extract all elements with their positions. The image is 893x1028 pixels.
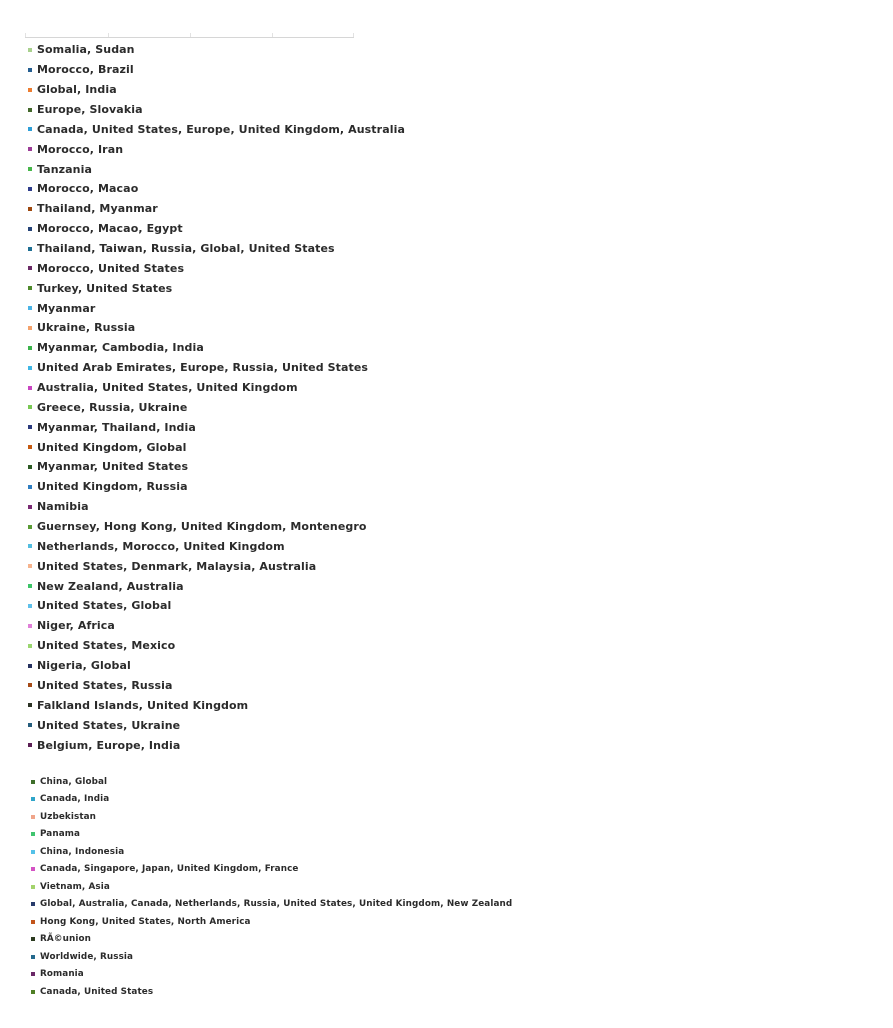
legend-swatch	[28, 48, 32, 52]
legend-label: United Arab Emirates, Europe, Russia, United States	[37, 361, 369, 375]
x-axis-tick	[25, 33, 26, 37]
legend-swatch	[28, 405, 32, 409]
legend-label: China, Global	[40, 776, 108, 787]
legend-label: China, Indonesia	[40, 846, 125, 857]
legend-label: Europe, Slovakia	[37, 103, 143, 116]
legend-label: Greece, Russia, Ukraine	[37, 400, 188, 414]
legend-label: Ukraine, Russia	[37, 321, 136, 335]
chart-legend	[28, 40, 405, 755]
x-axis-tick	[108, 33, 109, 37]
legend-label: Somalia, Sudan	[37, 43, 135, 57]
legend-item[interactable]	[28, 239, 405, 259]
legend-label: Global, India	[37, 83, 117, 97]
legend-label: Guernsey, Hong Kong, United Kingdom, Montenegro	[37, 520, 367, 534]
legend-item[interactable]	[28, 948, 512, 966]
legend-item[interactable]	[28, 100, 405, 120]
legend-swatch	[28, 306, 32, 310]
legend-label: Nigeria, Global	[37, 659, 131, 673]
legend-label: Thailand, Taiwan, Russia, Global, United States	[37, 242, 335, 256]
legend-item[interactable]	[28, 497, 405, 517]
legend-item[interactable]	[28, 298, 405, 318]
legend-swatch	[28, 703, 32, 707]
legend-item[interactable]	[28, 878, 512, 896]
legend-swatch	[28, 743, 32, 747]
legend-item[interactable]	[28, 219, 405, 239]
legend-label: Myanmar, Thailand, India	[37, 420, 196, 434]
legend-swatch	[28, 544, 32, 548]
legend-label: United States, Denmark, Malaysia, Australia	[37, 559, 317, 573]
legend-label: United States, Global	[37, 599, 172, 613]
legend-label: Tanzania	[37, 162, 92, 176]
legend-item[interactable]	[28, 576, 405, 596]
legend-label: Panama	[40, 829, 81, 840]
legend-label: Canada, Singapore, Japan, United Kingdom, France	[40, 864, 299, 875]
legend-item[interactable]	[28, 826, 512, 844]
legend-item[interactable]	[28, 199, 405, 219]
legend-item[interactable]	[28, 556, 405, 576]
legend-label: Morocco, Iran	[37, 142, 124, 156]
legend-item[interactable]	[28, 695, 405, 715]
legend-swatch	[31, 990, 35, 994]
legend-item[interactable]	[28, 437, 405, 457]
chart-legend-secondary	[28, 773, 512, 1001]
legend-item[interactable]	[28, 536, 405, 556]
legend-swatch	[31, 885, 35, 889]
legend-swatch	[28, 266, 32, 270]
legend-swatch	[28, 247, 32, 251]
legend-label: New Zealand, Australia	[37, 579, 184, 593]
x-axis-tick	[272, 33, 273, 37]
legend-item[interactable]	[28, 60, 405, 80]
legend-item[interactable]	[28, 656, 405, 676]
legend-label: Niger, Africa	[37, 619, 115, 633]
legend-label: Australia, United States, United Kingdom	[37, 381, 298, 395]
legend-label: Morocco, Brazil	[37, 63, 134, 77]
legend-swatch	[28, 386, 32, 390]
legend-label: Netherlands, Morocco, United Kingdom	[37, 539, 285, 553]
legend-swatch	[28, 505, 32, 509]
legend-label: United States, Russia	[37, 678, 173, 692]
legend-item[interactable]	[28, 318, 405, 338]
legend-swatch	[28, 147, 32, 151]
legend-item[interactable]	[28, 596, 405, 616]
legend-item[interactable]	[28, 159, 405, 179]
legend-label: Turkey, United States	[37, 281, 173, 295]
legend-item[interactable]	[28, 258, 405, 278]
legend-item[interactable]	[28, 983, 512, 1001]
legend-item[interactable]	[28, 676, 405, 696]
legend-swatch	[31, 972, 35, 976]
legend-swatch	[28, 564, 32, 568]
legend-label: Uzbekistan	[40, 811, 97, 822]
legend-swatch	[31, 867, 35, 871]
legend-label: Myanmar	[37, 301, 96, 315]
legend-label: Worldwide, Russia	[40, 951, 134, 962]
legend-swatch	[28, 187, 32, 191]
legend-label: Morocco, Macao	[37, 182, 139, 196]
legend-swatch	[28, 167, 32, 171]
legend-swatch	[31, 937, 35, 941]
legend-swatch	[31, 955, 35, 959]
x-axis-line	[25, 37, 354, 38]
legend-label: United Kingdom, Russia	[37, 480, 188, 494]
legend-label: Vietnam, Asia	[40, 881, 110, 892]
legend-item[interactable]	[28, 80, 405, 100]
legend-label: Morocco, Macao, Egypt	[37, 222, 183, 236]
legend-swatch	[28, 445, 32, 449]
legend-swatch	[28, 584, 32, 588]
legend-label: Thailand, Myanmar	[37, 202, 158, 216]
legend-swatch	[28, 227, 32, 231]
legend-swatch	[31, 815, 35, 819]
legend-swatch	[28, 88, 32, 92]
legend-label: Namibia	[37, 500, 89, 514]
x-axis-tick	[190, 33, 191, 37]
legend-swatch	[28, 127, 32, 131]
legend-item[interactable]	[28, 119, 405, 139]
legend-label: RÃ©union	[40, 934, 92, 945]
legend-item[interactable]	[28, 616, 405, 636]
legend-label: Canada, United States	[40, 986, 154, 997]
legend-swatch	[28, 108, 32, 112]
legend-swatch	[28, 723, 32, 727]
legend-swatch	[28, 207, 32, 211]
legend-swatch	[28, 366, 32, 370]
legend-item[interactable]	[28, 735, 405, 755]
legend-swatch	[31, 920, 35, 924]
legend-label: United States, Mexico	[37, 639, 176, 653]
legend-item[interactable]	[28, 338, 405, 358]
legend-swatch	[28, 465, 32, 469]
legend-swatch	[31, 797, 35, 801]
legend-item[interactable]	[28, 139, 405, 159]
legend-item[interactable]	[28, 636, 405, 656]
legend-item[interactable]	[28, 477, 405, 497]
legend-label: United States, Ukraine	[37, 718, 181, 732]
legend-swatch	[28, 425, 32, 429]
legend-swatch	[31, 850, 35, 854]
legend-item[interactable]	[28, 913, 512, 931]
legend-item[interactable]	[28, 843, 512, 861]
legend-swatch	[28, 683, 32, 687]
legend-swatch	[28, 624, 32, 628]
legend-item[interactable]	[28, 896, 512, 914]
legend-item[interactable]	[28, 40, 405, 60]
legend-item[interactable]	[28, 715, 405, 735]
legend-swatch	[28, 346, 32, 350]
legend-item[interactable]	[28, 397, 405, 417]
legend-label: Morocco, United States	[37, 261, 185, 275]
legend-label: Myanmar, United States	[37, 460, 189, 474]
legend-item[interactable]	[28, 517, 405, 537]
legend-swatch	[28, 286, 32, 290]
legend-label: Belgium, Europe, India	[37, 738, 181, 752]
legend-item[interactable]	[28, 966, 512, 984]
legend-label: Romania	[40, 969, 84, 980]
legend-swatch	[28, 326, 32, 330]
x-axis-tick	[353, 33, 354, 37]
legend-label: Falkland Islands, United Kingdom	[37, 698, 249, 712]
legend-item[interactable]	[28, 179, 405, 199]
legend-swatch	[28, 604, 32, 608]
legend-label: Canada, India	[40, 794, 110, 805]
legend-swatch	[28, 525, 32, 529]
legend-swatch	[28, 485, 32, 489]
legend-swatch	[31, 832, 35, 836]
legend-item[interactable]	[28, 808, 512, 826]
legend-label: United Kingdom, Global	[37, 440, 187, 454]
legend-label: Canada, United States, Europe, United Kingdom, Australia	[37, 122, 405, 136]
legend-label: Hong Kong, United States, North America	[40, 916, 251, 927]
legend-label: Myanmar, Cambodia, India	[37, 341, 204, 355]
legend-item[interactable]	[28, 278, 405, 298]
legend-item[interactable]	[28, 457, 405, 477]
legend-item[interactable]	[28, 791, 512, 809]
legend-swatch	[31, 780, 35, 784]
legend-swatch	[28, 68, 32, 72]
legend-label: Global, Australia, Canada, Netherlands, Russia, United States, United Kingdom, New Zealand	[40, 899, 513, 910]
legend-item[interactable]	[28, 378, 405, 398]
legend-item[interactable]	[28, 773, 512, 791]
legend-item[interactable]	[28, 358, 405, 378]
legend-swatch	[31, 902, 35, 906]
legend-item[interactable]	[28, 417, 405, 437]
legend-item[interactable]	[28, 931, 512, 949]
legend-swatch	[28, 664, 32, 668]
legend-item[interactable]	[28, 861, 512, 879]
legend-swatch	[28, 644, 32, 648]
